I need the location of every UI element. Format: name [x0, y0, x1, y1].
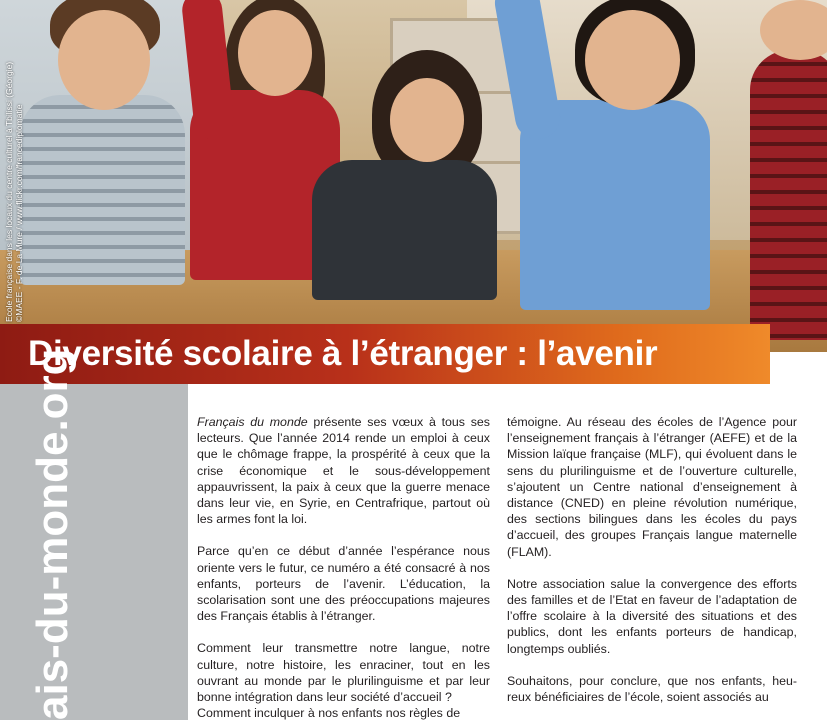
paragraph: Souhaitons, pour conclure, que nos enfants, heu-reux bénéficiaires de l’école, soient associés au [507, 673, 797, 705]
paragraph: Notre association salue la convergence des efforts des familles et de l’Etat en faveur de l’adaptation de l’offre scolaire à la diversité des situations et des publics, dont les enfants porteurs de handicap, longtemps oubliés. [507, 576, 797, 656]
photo-child-1 [20, 0, 190, 320]
header-photo [0, 0, 827, 352]
photo-child-3 [312, 50, 502, 310]
vertical-website-url: ais-du-monde.org [28, 348, 77, 720]
paragraph: témoigne. Au réseau des écoles de l’Agence pour l’enseignement français à l’étranger (AEFE) et de la Mission laïque française (MLF), qui évoluent dans le sens du plurilinguisme et de l’ouverture culturelle, s’ajoutent un Centre national d’enseignement à distance (CNED) en pleine révolution numérique, des sections bilingues dans les écoles du pays d’accueil, des groupes Français langue maternelle (FLAM). [507, 415, 797, 559]
paragraph: Comment leur transmettre notre langue, notre culture, notre histoire, les enraciner, tout en les ouvrant au monde par le plurilinguisme et par leur bonne intégration dans leur société d’accueil ? [197, 641, 490, 705]
photo-credit [4, 62, 24, 322]
photo-caption-line-2: ©MAEE - F. de La Mure / www.flickr.com/francediplomatie [14, 104, 24, 322]
paragraph: Comment inculquer à nos enfants nos règles de [197, 706, 461, 721]
title-banner [0, 324, 770, 384]
text-column-left [197, 414, 490, 721]
text-column-right [507, 414, 797, 721]
photo-child-4 [505, 0, 715, 320]
photo-caption-line-1: Ecole française dans les locaux du centre culturel à Tbilissi (Géorgie) [4, 61, 14, 322]
paragraph-text: présente ses vœux à tous ses lecteurs. Que l’année 2014 rende un emploi à ceux que le chômage frappe, la prospérité à ceux que la crise économique et le sous-développement appauvrissent, la paix à ceux que la guerre menace dans leur vie, en Syrie, en Centrafrique, partout où les armes font la loi. [197, 415, 490, 527]
photo-child-5 [740, 0, 827, 340]
side-band [0, 348, 188, 720]
page-title: Diversité scolaire à l’étranger : l’avenir [28, 334, 658, 373]
paragraph [197, 414, 490, 527]
magazine-name: Français du monde [197, 415, 308, 429]
paragraph: Parce qu’en ce début d’année l’espérance nous oriente vers le futur, ce numéro a été consacré à nos enfants, porteurs de l’avenir. L’éducation, la scolarisation sont une des préoccupations majeures des Français établis à l’étranger. [197, 544, 490, 624]
